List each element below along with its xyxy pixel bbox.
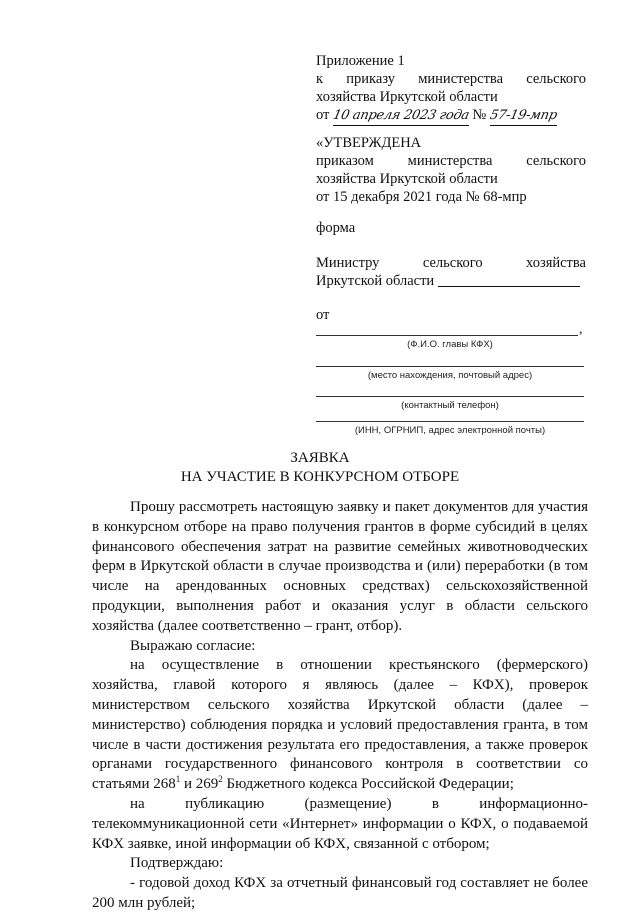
text-line: министерством сельского хозяйства Иркутской области (далее – xyxy=(92,696,588,713)
caption-phone: (контактный телефон) xyxy=(401,400,499,411)
annex-line-2: к приказу министерства сельского xyxy=(316,71,586,87)
approved-line-3: хозяйства Иркутской области xyxy=(316,171,498,187)
text-line: ферм в Иркутской области в случае производства и (или) переработки (в том xyxy=(92,558,588,575)
caption-address: (место нахождения, почтовый адрес) xyxy=(367,370,533,381)
addressee-blank xyxy=(438,274,580,287)
text-line: органами государственного финансового контроля в соответствии со xyxy=(92,756,588,773)
text-line: продукции, выполнения работ и оказания услуг в области сельского xyxy=(92,597,588,614)
approved-line-1: «УТВЕРЖДЕНА xyxy=(316,135,422,151)
addressee-block xyxy=(316,254,586,290)
paragraph-confirm-income xyxy=(92,874,588,914)
annex-number-field xyxy=(490,106,557,126)
head-name-comma: , xyxy=(579,322,583,337)
annex-from-label: от xyxy=(316,107,330,123)
form-label: форма xyxy=(316,220,356,236)
caption-head-name: (Ф.И.О. главы КФХ) xyxy=(407,339,493,350)
document-title: ЗАЯВКА xyxy=(290,450,350,466)
text-line: на осуществление в отношении крестьянского (фермерского) xyxy=(130,657,588,674)
approved-block xyxy=(316,134,586,206)
text-line: 200 млн рублей; xyxy=(92,894,196,911)
ids-blank xyxy=(316,421,584,422)
document-subtitle: НА УЧАСТИЕ В КОНКУРСНОМ ОТБОРЕ xyxy=(180,469,460,485)
annex-block xyxy=(316,52,586,126)
address-blank xyxy=(316,366,584,367)
annex-date-line xyxy=(316,106,586,126)
approved-line-2: приказом министерства сельского xyxy=(316,153,586,169)
head-name-blank xyxy=(316,335,578,336)
consent-inspections-last-line xyxy=(92,775,588,795)
paragraph-consent-publication xyxy=(92,795,588,854)
law-ref-sup-1: 1 xyxy=(175,774,181,785)
annex-line-1: Приложение 1 xyxy=(316,53,405,69)
text-line: числе на арендованных основных средствах) сельскохозяйственной xyxy=(92,578,588,595)
phone-blank xyxy=(316,396,584,397)
text-line: КФХ заявке, иной информации об КФХ, связанной с отбором; xyxy=(92,835,490,852)
text-line: хозяйства, главой которого я являюсь (далее – КФХ), проверок xyxy=(92,677,588,694)
text-line: хозяйства (далее соответственно – грант, отбор). xyxy=(92,617,403,634)
text-line: в конкурсном отборе на право получения грантов в форме субсидий в целях xyxy=(92,518,588,535)
consent-label: Выражаю согласие: xyxy=(130,637,256,654)
text-line: на публикацию (размещение) в информационно- xyxy=(130,795,588,812)
handwritten-number: 57-19-мпр xyxy=(488,108,559,123)
paragraph-consent-inspections xyxy=(92,656,588,775)
law-ref-a: статьями 268 xyxy=(92,776,176,793)
confirm-label: Подтверждаю: xyxy=(130,855,224,872)
annex-number-label: № xyxy=(472,107,487,123)
annex-line-3: хозяйства Иркутской области xyxy=(316,89,498,105)
handwritten-date: 10 апреля 2023 года xyxy=(331,108,471,123)
law-ref-b: и 269 xyxy=(180,776,219,793)
body-text xyxy=(92,498,588,914)
paragraph-request xyxy=(92,498,588,637)
text-line: Прошу рассмотреть настоящую заявку и пакет документов для участия xyxy=(130,499,588,515)
law-ref-c: Бюджетного кодекса Российской Федерации; xyxy=(222,776,514,793)
text-line: министерство) соблюдения порядка и условий предоставления гранта, в том xyxy=(92,716,588,733)
addressee-region: Иркутской области xyxy=(316,273,435,289)
text-line: - годовой доход КФХ за отчетный финансовый год составляет не более xyxy=(130,875,588,892)
addressee-line-1: Министру сельского хозяйства xyxy=(316,255,586,271)
text-line: финансового обеспечения затрат на развитие семейных животноводческих xyxy=(92,538,588,555)
text-line: телекоммуникационной сети «Интернет» информации о КФХ, о подаваемой xyxy=(92,815,588,832)
text-line: числе в части достижения результата его предоставления, а также проверок xyxy=(92,736,588,753)
from-label: от xyxy=(316,307,330,323)
caption-ids: (ИНН, ОГРНИП, адрес электронной почты) xyxy=(354,425,546,436)
addressee-line-2 xyxy=(316,272,586,290)
law-ref-sup-2: 2 xyxy=(218,774,223,785)
annex-date-field xyxy=(333,106,469,126)
approved-line-4: от 15 декабря 2021 года № 68-мпр xyxy=(316,189,527,205)
